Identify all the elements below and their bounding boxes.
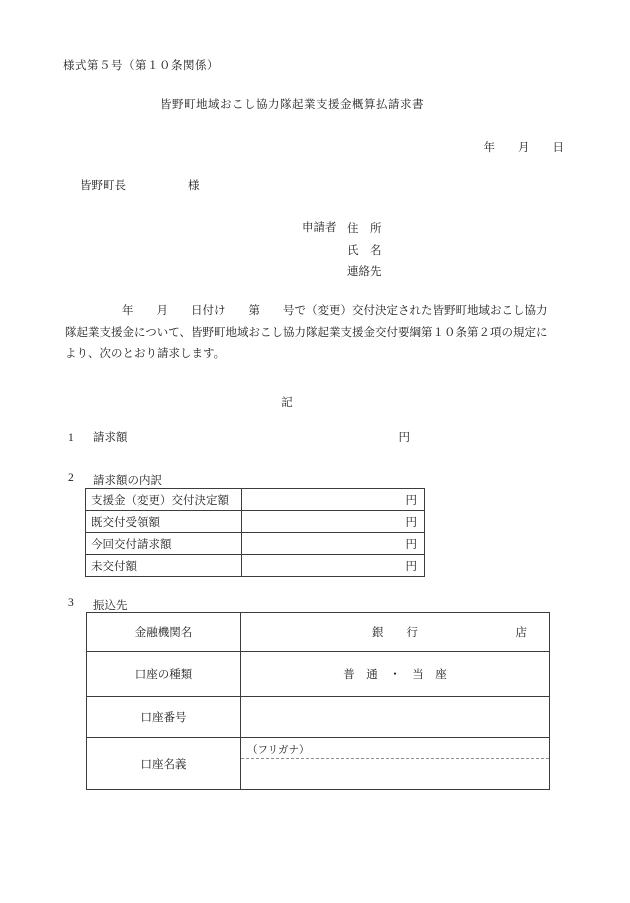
year-label: 年 — [483, 142, 495, 154]
breakdown-value-cell: 円 — [242, 511, 425, 533]
breakdown-row — [86, 489, 425, 511]
applicant-label: 申請者 — [302, 222, 337, 234]
breakdown-table — [85, 488, 425, 577]
claim-amount-label: 請求額 — [93, 432, 128, 444]
breakdown-value-cell: 円 — [242, 489, 425, 511]
month-label: 月 — [518, 142, 530, 154]
account-number-value-cell — [241, 697, 550, 738]
transfer-heading — [68, 597, 128, 613]
bank-name-value-cell — [241, 613, 550, 652]
address-field-label: 住 所 — [347, 223, 382, 235]
item3-number: 3 — [68, 597, 74, 609]
claim-amount-yen-unit: 円 — [398, 432, 410, 444]
breakdown-label-cell: 未交付額 — [86, 555, 242, 577]
addressee-name: 皆野町長 — [80, 180, 126, 192]
account-type-label-cell: 口座の種類 — [87, 652, 241, 697]
bank-name-label-cell: 金融機関名 — [87, 613, 241, 652]
breakdown-label-cell: 今回交付請求額 — [86, 533, 242, 555]
day-label: 日 — [552, 142, 564, 154]
breakdown-value-cell: 円 — [242, 555, 425, 577]
transfer-table — [86, 612, 550, 790]
transfer-heading-label: 振込先 — [93, 600, 128, 612]
account-holder-value-cell — [241, 738, 550, 790]
bank-suffix-label: 銀 行 — [372, 627, 418, 639]
breakdown-row — [86, 511, 425, 533]
account-number-row — [87, 697, 550, 738]
breakdown-value-cell: 円 — [242, 533, 425, 555]
body-line-2: 隊起業支援金について、皆野町地域おこし協力隊起業支援金交付要綱第１０条第２項の規定に — [65, 326, 548, 339]
ki-marker: 記 — [281, 397, 293, 409]
breakdown-label-cell: 既交付受領額 — [86, 511, 242, 533]
breakdown-row — [86, 533, 425, 555]
account-type-options: 普 通 ・ 当 座 — [241, 652, 550, 697]
honorific-label: 様 — [188, 180, 200, 192]
account-holder-blank — [241, 759, 549, 788]
name-field-label: 氏 名 — [347, 244, 382, 257]
account-number-label-cell: 口座番号 — [87, 697, 241, 738]
account-type-row — [87, 652, 550, 697]
branch-suffix-label: 店 — [515, 627, 527, 639]
date-line — [484, 139, 565, 155]
body-line-3: より、次のとおり請求します。 — [65, 348, 226, 361]
item1-number: 1 — [68, 432, 74, 444]
body-line-1: 年 月 日付け 第 号で（変更）交付決定された皆野町地域おこし協力 — [122, 305, 548, 317]
breakdown-row — [86, 555, 425, 577]
item2-number: 2 — [68, 472, 74, 484]
contact-field-label: 連絡先 — [347, 266, 382, 278]
claim-amount-line — [68, 429, 410, 445]
document-title: 皆野町地域おこし協力隊起業支援金概算払請求書 — [160, 99, 424, 111]
applicant-fields — [347, 219, 382, 284]
addressee-line — [80, 177, 200, 193]
body-paragraph — [65, 301, 557, 366]
furigana-label: （フリガナ） — [241, 738, 549, 759]
breakdown-label-cell: 支援金（変更）交付決定額 — [86, 489, 242, 511]
bank-name-row — [87, 613, 550, 652]
form-number: 様式第５号（第１０条関係） — [63, 60, 219, 72]
account-holder-row — [87, 738, 550, 790]
breakdown-heading-label: 請求額の内訳 — [93, 475, 162, 487]
breakdown-heading — [68, 472, 162, 488]
account-holder-label-cell: 口座名義 — [87, 738, 241, 790]
